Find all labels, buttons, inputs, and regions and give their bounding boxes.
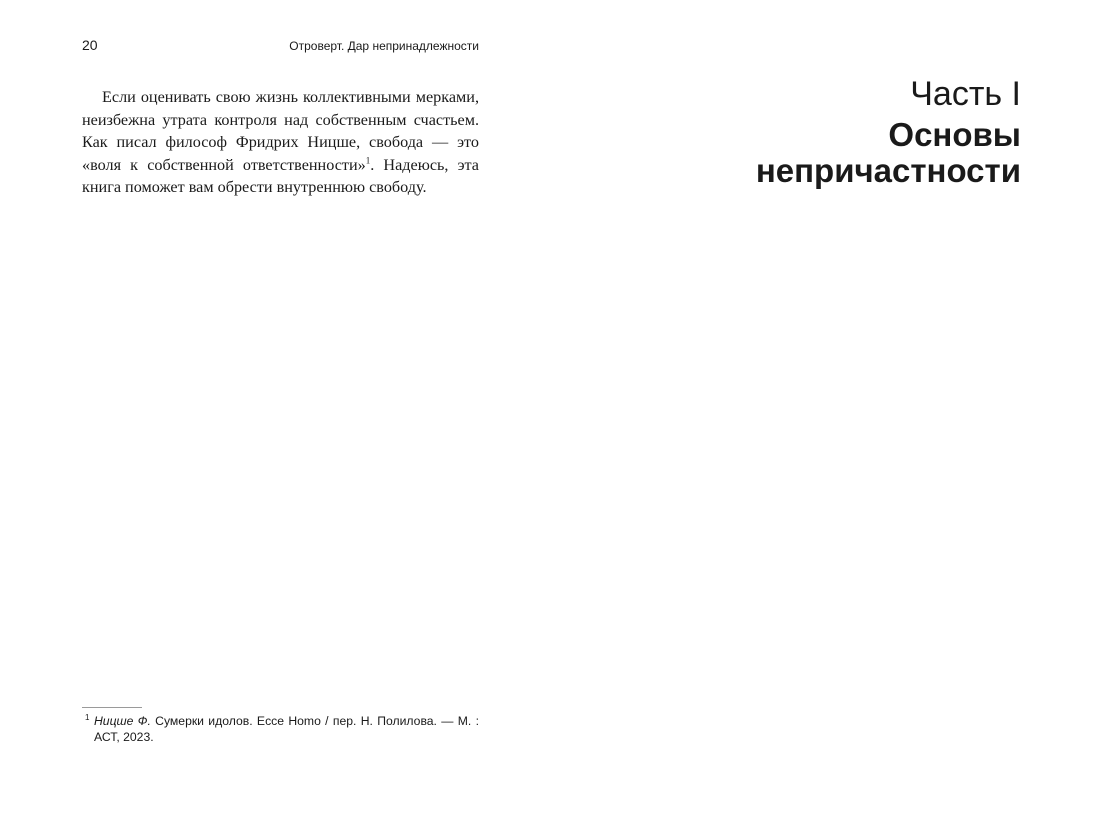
- running-head: [82, 37, 479, 57]
- part-title-line: Основы: [888, 116, 1021, 153]
- paragraph-text-end: . Надеюсь, эта книга поможет вам обрести внутреннюю свободу.: [82, 155, 479, 196]
- footnote-text: Сумерки идолов. Ecce Homo / пер. Н. Полилова. — М. : АСТ, 2023.: [94, 714, 480, 744]
- part-label: Часть I: [910, 75, 1021, 113]
- footnote: [85, 713, 480, 745]
- part-title-line: непричастности: [755, 152, 1021, 189]
- page-number: 20: [82, 37, 98, 53]
- footnote-reference[interactable]: 1: [365, 155, 371, 166]
- right-page: [600, 0, 1021, 825]
- left-page: [82, 0, 479, 825]
- book-title: Отроверт. Дар непринадлежности: [289, 39, 479, 53]
- footnote-author: Ницше Ф.: [94, 714, 151, 728]
- part-title: [600, 117, 1021, 189]
- footnote-marker: 1: [85, 713, 90, 722]
- paragraph-text-start: Если оценивать свою жизнь коллективными мерками, неизбежна утрата контроля над собственным счастьем. Как писал философ Фридрих Ницше, свобода — это «воля к собственной ответственности»: [82, 88, 479, 174]
- body-paragraph: [82, 86, 479, 199]
- footnote-divider: [82, 707, 142, 708]
